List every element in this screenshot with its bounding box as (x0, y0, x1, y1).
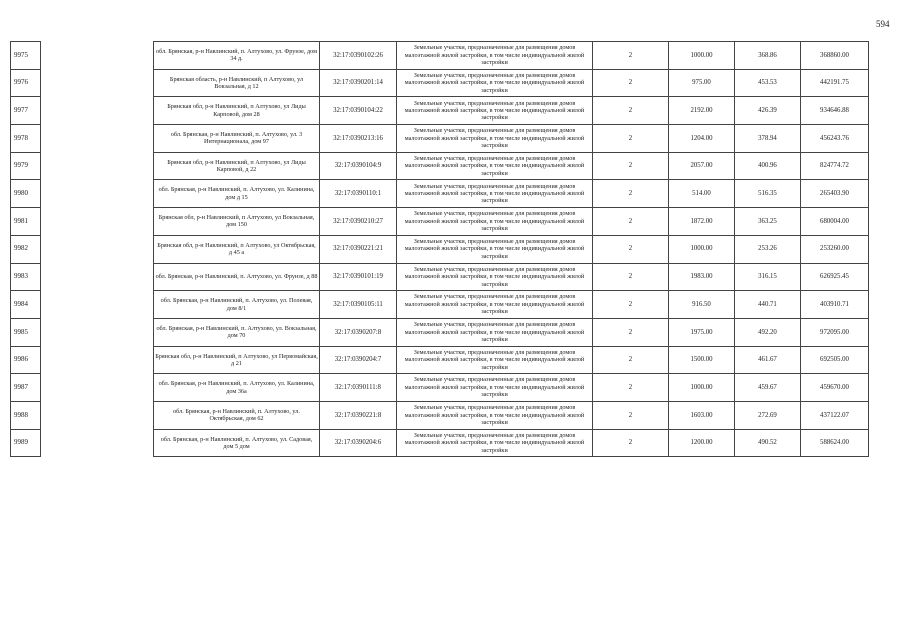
table-body (11, 42, 869, 457)
land-use-cell: Земельные участки, предназначенные для размещения домов малоэтажной жилой застройки, в том числе индивидуальной жилой застройки (397, 125, 593, 153)
cadastral-number-cell: 32:17:0390201:14 (320, 69, 397, 97)
area-cell: 975.00 (669, 69, 735, 97)
cadastral-value-cell: 265403.90 (801, 180, 869, 208)
cadastral-number-cell: 32:17:0390221:21 (320, 235, 397, 263)
spacer-cell (41, 208, 154, 236)
land-use-cell: Земельные участки, предназначенные для размещения домов малоэтажной жилой застройки, в том числе индивидуальной жилой застройки (397, 208, 593, 236)
land-use-cell: Земельные участки, предназначенные для размещения домов малоэтажной жилой застройки, в том числе индивидуальной жилой застройки (397, 42, 593, 70)
row-number-cell: 9976 (11, 69, 41, 97)
rate-cell: 363.25 (735, 208, 801, 236)
rate-cell: 492.20 (735, 318, 801, 346)
cadastral-number-cell: 32:17:0390204:7 (320, 346, 397, 374)
spacer-cell (41, 152, 154, 180)
group-cell: 2 (593, 180, 669, 208)
rate-cell: 490.52 (735, 429, 801, 457)
group-cell: 2 (593, 429, 669, 457)
area-cell: 1000.00 (669, 374, 735, 402)
land-use-cell: Земельные участки, предназначенные для размещения домов малоэтажной жилой застройки, в том числе индивидуальной жилой застройки (397, 346, 593, 374)
rate-cell: 453.53 (735, 69, 801, 97)
cadastral-table (10, 41, 869, 457)
spacer-cell (41, 97, 154, 125)
cadastral-value-cell: 437122.07 (801, 401, 869, 429)
table-row (11, 374, 869, 402)
group-cell: 2 (593, 291, 669, 319)
land-use-cell: Земельные участки, предназначенные для размещения домов малоэтажной жилой застройки, в том числе индивидуальной жилой застройки (397, 291, 593, 319)
address-cell: Брянская обл, р-н Навлинский, п Алтухово, ул Лиды Карповой, д 22 (154, 152, 320, 180)
group-cell: 2 (593, 374, 669, 402)
cadastral-number-cell: 32:17:0390111:8 (320, 374, 397, 402)
group-cell: 2 (593, 97, 669, 125)
rate-cell: 461.67 (735, 346, 801, 374)
cadastral-number-cell: 32:17:0390204:6 (320, 429, 397, 457)
land-use-cell: Земельные участки, предназначенные для размещения домов малоэтажной жилой застройки, в том числе индивидуальной жилой застройки (397, 152, 593, 180)
land-use-cell: Земельные участки, предназначенные для размещения домов малоэтажной жилой застройки, в том числе индивидуальной жилой застройки (397, 401, 593, 429)
table-row (11, 180, 869, 208)
area-cell: 1872.00 (669, 208, 735, 236)
cadastral-number-cell: 32:17:0390102:26 (320, 42, 397, 70)
table-row (11, 125, 869, 153)
spacer-cell (41, 374, 154, 402)
spacer-cell (41, 318, 154, 346)
row-number-cell: 9986 (11, 346, 41, 374)
cadastral-value-cell: 403910.71 (801, 291, 869, 319)
spacer-cell (41, 346, 154, 374)
spacer-cell (41, 401, 154, 429)
cadastral-value-cell: 459670.00 (801, 374, 869, 402)
spacer-cell (41, 42, 154, 70)
group-cell: 2 (593, 125, 669, 153)
spacer-cell (41, 180, 154, 208)
cadastral-value-cell: 972095.00 (801, 318, 869, 346)
page-number: 594 (876, 19, 890, 29)
spacer-cell (41, 125, 154, 153)
area-cell: 2057.00 (669, 152, 735, 180)
spacer-cell (41, 429, 154, 457)
rate-cell: 368.86 (735, 42, 801, 70)
row-number-cell: 9981 (11, 208, 41, 236)
spacer-cell (41, 291, 154, 319)
area-cell: 1000.00 (669, 42, 735, 70)
area-cell: 1204.00 (669, 125, 735, 153)
address-cell: обл. Брянская, р-н Навлинский, п. Алтухово, ул. Фрунзе, д 88 (154, 263, 320, 291)
cadastral-number-cell: 32:17:0390221:8 (320, 401, 397, 429)
area-cell: 1200.00 (669, 429, 735, 457)
rate-cell: 516.35 (735, 180, 801, 208)
group-cell: 2 (593, 346, 669, 374)
group-cell: 2 (593, 42, 669, 70)
address-cell: Брянская обл, р-н Навлинский, п Алтухово, ул Октябрьская, д 45 а (154, 235, 320, 263)
table-row (11, 152, 869, 180)
table-row (11, 208, 869, 236)
group-cell: 2 (593, 235, 669, 263)
address-cell: обл. Брянская, р-н Навлинский, п. Алтухово, ул. Садовая, дом 5 дом (154, 429, 320, 457)
cadastral-value-cell: 588624.00 (801, 429, 869, 457)
cadastral-number-cell: 32:17:0390210:27 (320, 208, 397, 236)
cadastral-value-cell: 680004.00 (801, 208, 869, 236)
land-use-cell: Земельные участки, предназначенные для размещения домов малоэтажной жилой застройки, в том числе индивидуальной жилой застройки (397, 235, 593, 263)
rate-cell: 316.15 (735, 263, 801, 291)
table-row (11, 291, 869, 319)
spacer-cell (41, 235, 154, 263)
group-cell: 2 (593, 152, 669, 180)
area-cell: 2192.00 (669, 97, 735, 125)
row-number-cell: 9985 (11, 318, 41, 346)
address-cell: обл. Брянская, р-н Навлинский, п. Алтухово, ул. Полевая, дом 8/1 (154, 291, 320, 319)
address-cell: обл. Брянская, р-н Навлинский, п. Алтухово, ул. Калинина, дом 36а (154, 374, 320, 402)
cadastral-value-cell: 368860.00 (801, 42, 869, 70)
cadastral-number-cell: 32:17:0390105:11 (320, 291, 397, 319)
area-cell: 1975.00 (669, 318, 735, 346)
land-use-cell: Земельные участки, предназначенные для размещения домов малоэтажной жилой застройки, в том числе индивидуальной жилой застройки (397, 97, 593, 125)
address-cell: Брянская обл, р-н Навлинский, п Алтухово, ул Вокзальная, дом 150 (154, 208, 320, 236)
cadastral-number-cell: 32:17:0390110:1 (320, 180, 397, 208)
row-number-cell: 9987 (11, 374, 41, 402)
cadastral-value-cell: 824774.72 (801, 152, 869, 180)
cadastral-number-cell: 32:17:0390207:8 (320, 318, 397, 346)
spacer-cell (41, 263, 154, 291)
row-number-cell: 9983 (11, 263, 41, 291)
rate-cell: 440.71 (735, 291, 801, 319)
table-row (11, 97, 869, 125)
cadastral-number-cell: 32:17:0390104:9 (320, 152, 397, 180)
table-row (11, 429, 869, 457)
table-row (11, 401, 869, 429)
row-number-cell: 9989 (11, 429, 41, 457)
cadastral-value-cell: 934646.88 (801, 97, 869, 125)
row-number-cell: 9979 (11, 152, 41, 180)
area-cell: 1983.00 (669, 263, 735, 291)
group-cell: 2 (593, 318, 669, 346)
cadastral-value-cell: 692505.00 (801, 346, 869, 374)
cadastral-number-cell: 32:17:0390104:22 (320, 97, 397, 125)
cadastral-value-cell: 456243.76 (801, 125, 869, 153)
land-use-cell: Земельные участки, предназначенные для размещения домов малоэтажной жилой застройки, в том числе индивидуальной жилой застройки (397, 318, 593, 346)
area-cell: 514.00 (669, 180, 735, 208)
row-number-cell: 9975 (11, 42, 41, 70)
row-number-cell: 9988 (11, 401, 41, 429)
land-use-cell: Земельные участки, предназначенные для размещения домов малоэтажной жилой застройки, в том числе индивидуальной жилой застройки (397, 429, 593, 457)
table-row (11, 235, 869, 263)
rate-cell: 253.26 (735, 235, 801, 263)
rate-cell: 378.94 (735, 125, 801, 153)
rate-cell: 426.39 (735, 97, 801, 125)
address-cell: Брянская область, р-н Навлинский, п Алтухово, ул Вокзальная, д 12 (154, 69, 320, 97)
cadastral-number-cell: 32:17:0390101:19 (320, 263, 397, 291)
table-row (11, 263, 869, 291)
area-cell: 1603.00 (669, 401, 735, 429)
area-cell: 1000.00 (669, 235, 735, 263)
row-number-cell: 9980 (11, 180, 41, 208)
area-cell: 1500.00 (669, 346, 735, 374)
cadastral-value-cell: 253260.00 (801, 235, 869, 263)
address-cell: обл. Брянская, р-н Навлинский, п. Алтухово, ул. Калинина, дом д 15 (154, 180, 320, 208)
cadastral-number-cell: 32:17:0390213:16 (320, 125, 397, 153)
table-row (11, 42, 869, 70)
address-cell: обл. Брянская, р-н Навлинский, п. Алтухово, ул. Фрунзе, дом 34 д. (154, 42, 320, 70)
rate-cell: 459.67 (735, 374, 801, 402)
table-row (11, 318, 869, 346)
cadastral-value-cell: 442191.75 (801, 69, 869, 97)
table-row (11, 69, 869, 97)
cadastral-value-cell: 626925.45 (801, 263, 869, 291)
row-number-cell: 9977 (11, 97, 41, 125)
address-cell: Брянская обл, р-н Навлинский, п Алтухово, ул Первомайская, д 21 (154, 346, 320, 374)
group-cell: 2 (593, 208, 669, 236)
group-cell: 2 (593, 401, 669, 429)
address-cell: Брянская обл, р-н Навлинский, п Алтухово, ул Лиды Карповой, дом 28 (154, 97, 320, 125)
group-cell: 2 (593, 263, 669, 291)
address-cell: обл. Брянская, р-н Навлинский, п. Алтухово, ул. Вокзальная, дом 70 (154, 318, 320, 346)
rate-cell: 272.69 (735, 401, 801, 429)
group-cell: 2 (593, 69, 669, 97)
land-use-cell: Земельные участки, предназначенные для размещения домов малоэтажной жилой застройки, в том числе индивидуальной жилой застройки (397, 263, 593, 291)
spacer-cell (41, 69, 154, 97)
rate-cell: 400.96 (735, 152, 801, 180)
area-cell: 916.50 (669, 291, 735, 319)
row-number-cell: 9978 (11, 125, 41, 153)
row-number-cell: 9984 (11, 291, 41, 319)
land-use-cell: Земельные участки, предназначенные для размещения домов малоэтажной жилой застройки, в том числе индивидуальной жилой застройки (397, 69, 593, 97)
address-cell: обл. Брянская, р-н Навлинский, п. Алтухово, ул. 3 Интернационала, дом 97 (154, 125, 320, 153)
row-number-cell: 9982 (11, 235, 41, 263)
address-cell: обл. Брянская, р-н Навлинский, п. Алтухово, ул. Октябрьская, дом 62 (154, 401, 320, 429)
land-use-cell: Земельные участки, предназначенные для размещения домов малоэтажной жилой застройки, в том числе индивидуальной жилой застройки (397, 374, 593, 402)
table-row (11, 346, 869, 374)
land-use-cell: Земельные участки, предназначенные для размещения домов малоэтажной жилой застройки, в том числе индивидуальной жилой застройки (397, 180, 593, 208)
